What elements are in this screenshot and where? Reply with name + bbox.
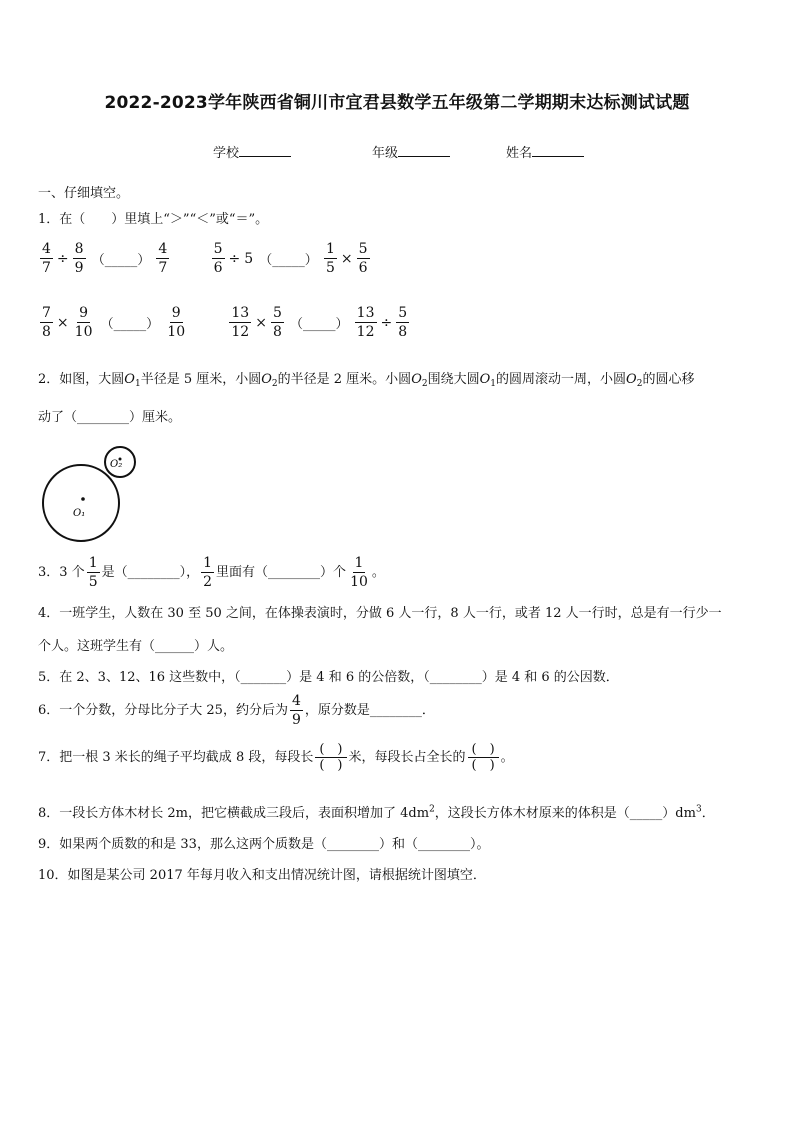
q10-line: 10．如图是某公司 2017 年每月收入和支出情况统计图，请根据统计图填空． <box>38 868 486 883</box>
q4-line1: 4．一班学生，人数在 30 至 50 之间，在体操表演时，分做 6 人一行，8 人一行，或者 12 人一行时，总是有一行少一 <box>38 606 722 621</box>
q3-line: 3．3 个 $\frac{1}{5}$ 是（________）， $\frac{1}{2}$ 里面有（________）个 $\frac{1}{10}$ 。 <box>38 555 385 590</box>
q2-line1: 2．如图，大圆$O_1$半径是 5 厘米，小圆$O_2$的半径是 2 厘米。小圆$O_2$围绕大圆$O_1$的圆周滚动一周，小圆$O_2$的圆心移 <box>38 372 695 389</box>
o1-label: O₁ <box>73 508 86 519</box>
fraction: $\frac{7}{8}$ <box>42 305 51 340</box>
q9-line: 9．如果两个质数的和是 33，那么这两个质数是（________）和（________）。 <box>38 837 490 852</box>
grade-label: 年级 <box>372 146 399 161</box>
q4-line2: 个人。这班学生有（______）人。 <box>38 639 234 654</box>
fraction: $\frac{9}{10}$ <box>74 305 93 340</box>
q2-line2: 动了（________）厘米。 <box>38 410 182 425</box>
fraction: $\frac{1}{10}$ <box>350 555 368 590</box>
fraction: $\frac{1}{5}$ <box>88 555 98 590</box>
answer-blank[interactable]: （_____） <box>91 253 151 268</box>
o2-label: O₂ <box>110 459 123 470</box>
fraction: $\frac{4}{7}$ <box>158 241 168 276</box>
page-title: 2022-2023学年陕西省铜川市宜君县数学五年级第二学期期末达标测试试题 <box>104 93 690 113</box>
fraction: $\frac{5}{8}$ <box>398 305 408 340</box>
circles-figure <box>38 442 148 546</box>
fraction: $\frac{5}{8}$ <box>272 305 282 340</box>
fraction: $\frac{13}{12}$ <box>356 305 375 340</box>
fraction: $\frac{8}{9}$ <box>74 241 84 276</box>
q1-row1: $\frac{4}{7}$ ÷ $\frac{8}{9}$ （_____） $\frac{4}{7}$ $\frac{5}{6}$ ÷ 5 （_____） $\frac{1}{5}$ × $\frac{5}{6}$ <box>42 241 368 276</box>
name-label: 姓名 <box>506 146 533 161</box>
q7-line: 7．把一根 3 米长的绳子平均截成 8 段，每段长 ( ) ( ) 米，每段长占全长的 ( ) ( ) 。 <box>38 742 514 773</box>
grade-underline <box>398 144 450 157</box>
fraction: $\frac{1}{2}$ <box>203 555 213 590</box>
q6-line: 6．一个分数，分母比分子大 25，约分后为 $\frac{4}{9}$ ，原分数是________． <box>38 693 435 728</box>
fraction: $\frac{5}{6}$ <box>213 241 223 276</box>
name-field[interactable] <box>506 142 584 161</box>
answer-blank[interactable]: （_____） <box>100 317 160 332</box>
fraction: $\frac{9}{10}$ <box>167 305 186 340</box>
big-circle-center <box>81 497 85 501</box>
q8-line: 8．一段长方体木材长 2m，把它横截成三段后，表面积增加了 $4dm^2$，这段长方体木材原来的体积是$(\_\_\_\_\_)dm^3$． <box>38 804 715 821</box>
fraction: $\frac{4}{7}$ <box>42 241 51 276</box>
name-underline <box>532 144 584 157</box>
grade-field[interactable] <box>372 142 450 161</box>
blank-fraction[interactable]: ( ) ( ) <box>468 742 499 773</box>
q1-stem: 1．在（ ）里填上“＞”“＜”或“＝”。 <box>38 212 269 227</box>
q1-row2: $\frac{7}{8}$ × $\frac{9}{10}$ （_____） $\frac{9}{10}$ $\frac{13}{12}$ × $\frac{5}{8}$ （_____） $\frac{13}{12}$ ÷ $\frac{5}{8}$ <box>42 305 408 340</box>
fraction: $\frac{5}{6}$ <box>358 241 368 276</box>
blank-fraction[interactable]: ( ) ( ) <box>315 742 346 773</box>
section-heading: 一、仔细填空。 <box>38 186 130 201</box>
fraction: $\frac{4}{9}$ <box>291 693 301 728</box>
big-circle <box>43 465 119 541</box>
answer-blank[interactable]: （_____） <box>259 253 318 268</box>
answer-blank[interactable]: （_____） <box>290 317 349 332</box>
fraction: $\frac{1}{5}$ <box>325 241 335 276</box>
school-label: 学校 <box>213 146 240 161</box>
q5-line: 5．在 2、3、12、16 这些数中，（_______）是 4 和 6 的公倍数，（________）是 4 和 6 的公因数． <box>38 670 619 685</box>
school-underline <box>239 144 291 157</box>
school-field[interactable] <box>213 142 291 161</box>
fraction: $\frac{13}{12}$ <box>231 305 250 340</box>
